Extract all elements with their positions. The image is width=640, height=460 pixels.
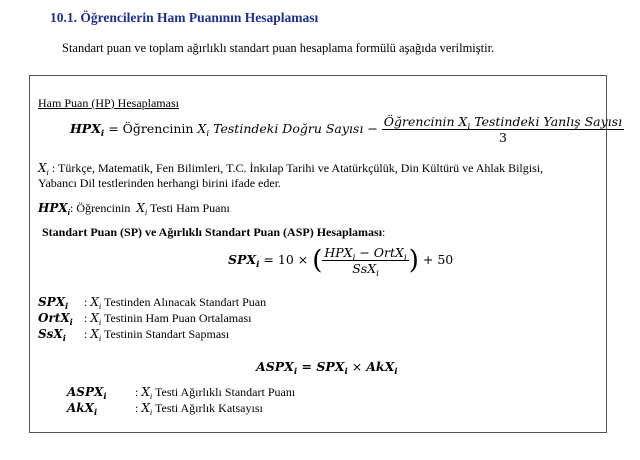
x-symbol: X <box>141 401 150 415</box>
def-colon: : <box>135 385 139 399</box>
sp-num-a: HPX <box>324 245 353 260</box>
asp-eq: = <box>297 359 317 374</box>
sp-plus: + 50 <box>418 252 454 267</box>
sub-i: i <box>403 253 407 263</box>
sub-i: i <box>206 129 210 139</box>
def-aspx <box>67 385 295 400</box>
asp-lhs: ASPX <box>256 359 294 374</box>
sp-formula <box>228 245 454 279</box>
hpx-desc <box>38 201 230 216</box>
sp-den: SsX <box>352 261 377 276</box>
x-symbol: X <box>136 201 145 215</box>
frac-num-a: Öğrencinin <box>383 114 459 129</box>
def-desc: Testi Ağırlıklı Standart Puanı <box>152 385 296 399</box>
def-desc: Testinden Alınacak Standart Puan <box>101 295 267 309</box>
hp-section-title: Ham Puan (HP) Hesaplaması <box>38 96 179 110</box>
x-symbol: X <box>90 327 99 341</box>
sp-lhs: SPX <box>228 252 257 267</box>
def-akx <box>67 401 263 416</box>
x-symbol: X <box>90 295 99 309</box>
def-ortx <box>38 311 251 326</box>
sub-i: i <box>62 333 66 343</box>
def-colon: : <box>84 327 88 341</box>
def-desc: Testinin Standart Sapması <box>101 327 230 341</box>
x-symbol: X <box>141 385 150 399</box>
sub-i: i <box>67 208 70 217</box>
sp-fraction <box>322 245 408 279</box>
asp-times: × <box>347 359 367 374</box>
hpx-desc-a: : Öğrencinin <box>70 201 134 215</box>
hpx-desc-b: Testi Ham Puanı <box>147 201 230 215</box>
sp-eq: = 10 × <box>259 252 313 267</box>
sp-num-mid: − OrtX <box>355 245 404 260</box>
sp-title-colon: : <box>382 225 386 239</box>
hp-eq-mid2: Testindeki Doğru Sayısı − <box>209 121 382 136</box>
sub-i: i <box>293 367 298 377</box>
sub-i: i <box>256 260 260 270</box>
def-sym: ASPX <box>67 385 104 399</box>
def-sym: SPX <box>38 295 65 309</box>
sub-i: i <box>376 269 379 279</box>
def-desc: Testinin Ham Puan Ortalaması <box>101 311 252 325</box>
sub-i: i <box>149 392 153 401</box>
sub-i: i <box>467 122 471 132</box>
def-colon: : <box>135 401 139 415</box>
sub-i: i <box>98 302 102 311</box>
sub-i: i <box>344 367 348 377</box>
sub-i: i <box>98 334 102 343</box>
asp-formula <box>256 359 398 377</box>
sub-i: i <box>394 367 398 377</box>
def-sym: SsX <box>38 327 63 341</box>
sub-i: i <box>98 318 102 327</box>
asp-rhs-b: AkX <box>366 359 395 374</box>
intro-text: Standart puan ve toplam ağırlıklı standart puan hesaplama formülü aşağıda verilmiştir. <box>62 41 495 55</box>
def-colon: : <box>84 311 88 325</box>
xi-desc-line1: : Türkçe, Matematik, Fen Bilimleri, T.C. İnkılap Tarihi ve Atatürkçülük, Din Kültürü ve Ahlak Bilgisi, <box>48 161 544 175</box>
sub-i: i <box>103 391 107 401</box>
sub-i: i <box>149 408 153 417</box>
x-symbol: X <box>458 114 468 129</box>
def-sym: OrtX <box>38 311 70 325</box>
hp-lhs: HPX <box>70 121 101 136</box>
asp-rhs-a: SPX <box>316 359 345 374</box>
right-paren: ) <box>408 245 419 276</box>
sub-i: i <box>100 129 105 139</box>
left-paren: ( <box>312 245 323 276</box>
sub-i: i <box>65 301 69 311</box>
def-ssx <box>38 327 229 342</box>
sub-i: i <box>69 317 73 327</box>
frac-den: 3 <box>382 129 624 145</box>
sp-section-title <box>42 225 385 240</box>
xi-desc <box>38 161 543 176</box>
formula-box <box>29 75 623 433</box>
xi-desc-line2: Yabancı Dil testlerinden herhangi birini ifade eder. <box>38 176 282 190</box>
hp-eq-mid: = Öğrencinin <box>104 121 198 136</box>
def-sym: AkX <box>67 401 94 415</box>
frac-num-b: Testindeki Yanlış Sayısı <box>470 114 623 129</box>
section-heading: 10.1. Öğrencilerin Ham Puanının Hesaplaması <box>50 10 319 25</box>
def-desc: Testi Ağırlık Katsayısı <box>152 401 263 415</box>
sub-i: i <box>46 168 49 177</box>
x-symbol: X <box>38 161 47 175</box>
def-spx <box>38 295 266 310</box>
sub-i: i <box>144 208 148 217</box>
sp-title-text: Standart Puan (SP) ve Ağırlıklı Standart Puan (ASP) Hesaplaması <box>42 225 383 239</box>
def-colon: : <box>84 295 88 309</box>
x-symbol: X <box>90 311 99 325</box>
hp-formula <box>70 114 624 145</box>
hp-fraction <box>382 114 624 145</box>
hpx-symbol: HPX <box>38 201 68 215</box>
x-symbol: X <box>197 121 207 136</box>
sub-i: i <box>93 407 98 417</box>
sub-i: i <box>352 253 356 263</box>
